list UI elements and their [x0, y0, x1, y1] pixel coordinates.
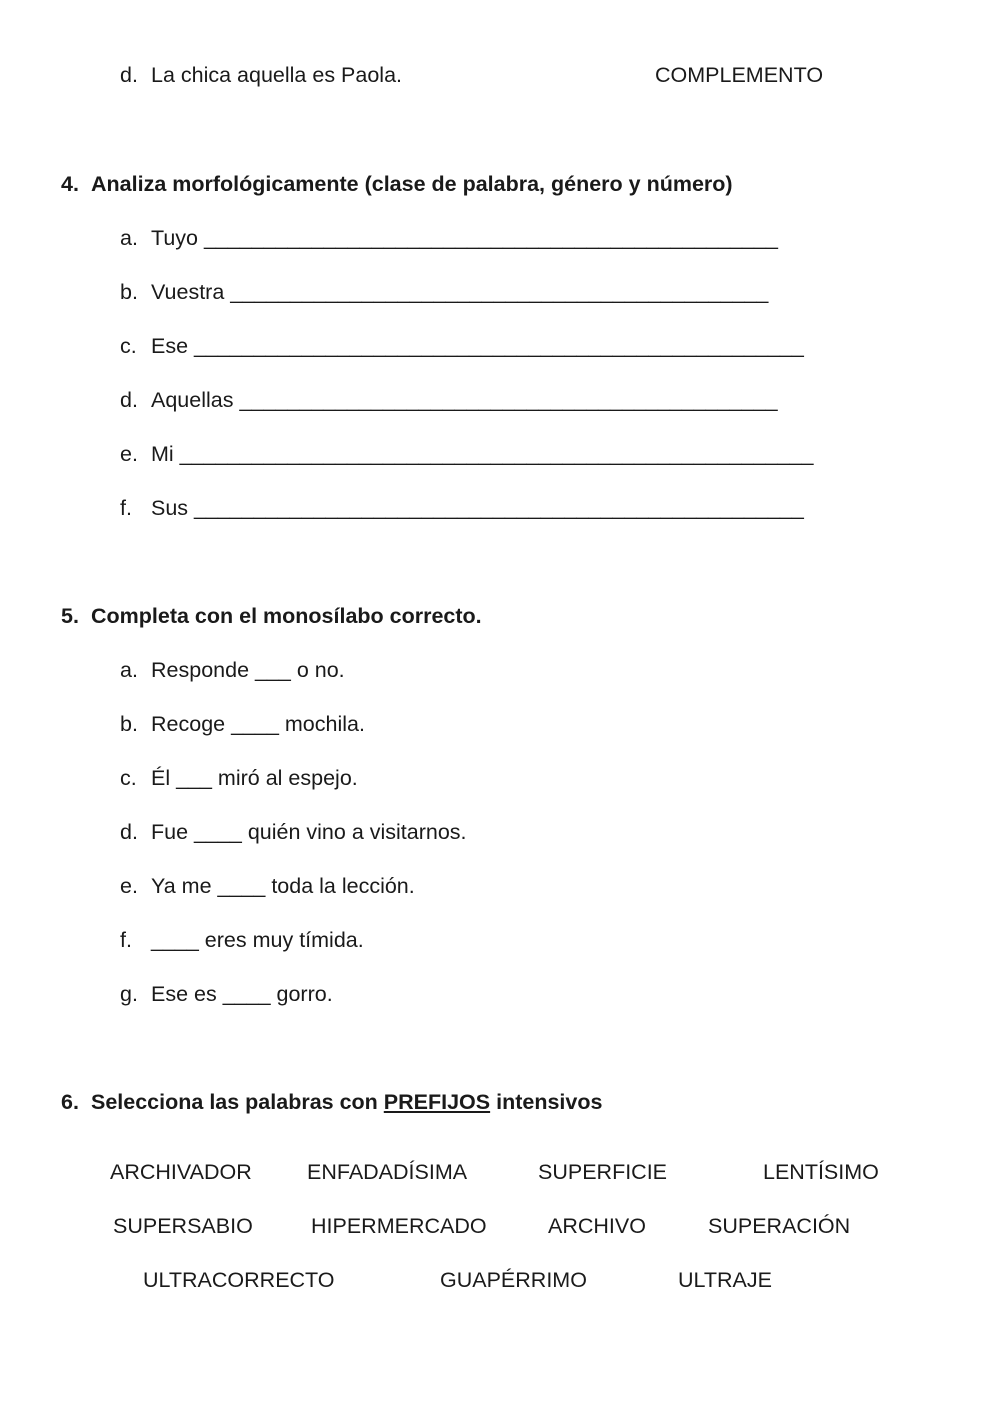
question-title: Analiza morfológicamente (clase de palabra, género y número)	[91, 172, 733, 196]
item-letter: e.	[120, 874, 138, 898]
item-letter: a.	[120, 658, 138, 682]
word-option[interactable]: ENFADADÍSIMA	[307, 1160, 468, 1184]
item-letter: f.	[120, 928, 132, 952]
item-letter: b.	[120, 712, 138, 736]
title-underlined: PREFIJOS	[383, 1090, 491, 1114]
item-letter: d.	[120, 388, 138, 412]
question-title	[91, 1092, 602, 1114]
answer-text: COMPLEMENTO	[655, 63, 824, 87]
answer-line[interactable]: Mi _____________________________________________________	[151, 442, 814, 466]
fill-in-sentence[interactable]: Recoge ____ mochila.	[151, 712, 365, 736]
answer-line[interactable]: Ese ___________________________________________________	[151, 334, 804, 358]
title-part: intensivos	[490, 1090, 603, 1114]
answer-line[interactable]: Vuestra _____________________________________________	[151, 280, 769, 304]
item-letter: e.	[120, 442, 138, 466]
fill-in-sentence[interactable]: Ese es ____ gorro.	[151, 982, 333, 1006]
fill-in-sentence[interactable]: Fue ____ quién vino a visitarnos.	[151, 820, 467, 844]
fill-in-sentence[interactable]: Él ___ miró al espejo.	[151, 766, 358, 790]
word-option[interactable]: ARCHIVADOR	[110, 1160, 252, 1184]
question-number: 4.	[61, 172, 79, 196]
answer-line[interactable]: Aquellas _____________________________________________	[151, 388, 778, 412]
word-option[interactable]: SUPERSABIO	[113, 1214, 253, 1238]
item-letter: g.	[120, 982, 138, 1006]
word-option[interactable]: SUPERFICIE	[538, 1160, 668, 1184]
item-letter: d.	[120, 63, 138, 87]
item-text: La chica aquella es Paola.	[151, 63, 403, 87]
item-letter: a.	[120, 226, 138, 250]
item-letter: f.	[120, 496, 132, 520]
item-letter: b.	[120, 280, 138, 304]
question-number: 5.	[61, 604, 79, 628]
answer-line[interactable]: Tuyo ________________________________________________	[151, 226, 778, 250]
item-letter: d.	[120, 820, 138, 844]
word-option[interactable]: LENTÍSIMO	[763, 1160, 879, 1184]
fill-in-sentence[interactable]: Responde ___ o no.	[151, 658, 345, 682]
question-number: 6.	[61, 1090, 79, 1114]
title-part: Selecciona las palabras con	[91, 1090, 384, 1114]
item-letter: c.	[120, 334, 137, 358]
word-option[interactable]: ULTRACORRECTO	[143, 1268, 335, 1292]
item-letter: c.	[120, 766, 137, 790]
fill-in-sentence[interactable]: ____ eres muy tímida.	[151, 928, 364, 952]
word-option[interactable]: GUAPÉRRIMO	[440, 1268, 587, 1292]
word-option[interactable]: SUPERACIÓN	[708, 1214, 851, 1238]
word-option[interactable]: HIPERMERCADO	[311, 1214, 487, 1238]
answer-line[interactable]: Sus ___________________________________________________	[151, 496, 804, 520]
question-title: Completa con el monosílabo correcto.	[91, 604, 482, 628]
word-option[interactable]: ARCHIVO	[548, 1214, 646, 1238]
fill-in-sentence[interactable]: Ya me ____ toda la lección.	[151, 874, 415, 898]
word-option[interactable]: ULTRAJE	[678, 1268, 772, 1292]
